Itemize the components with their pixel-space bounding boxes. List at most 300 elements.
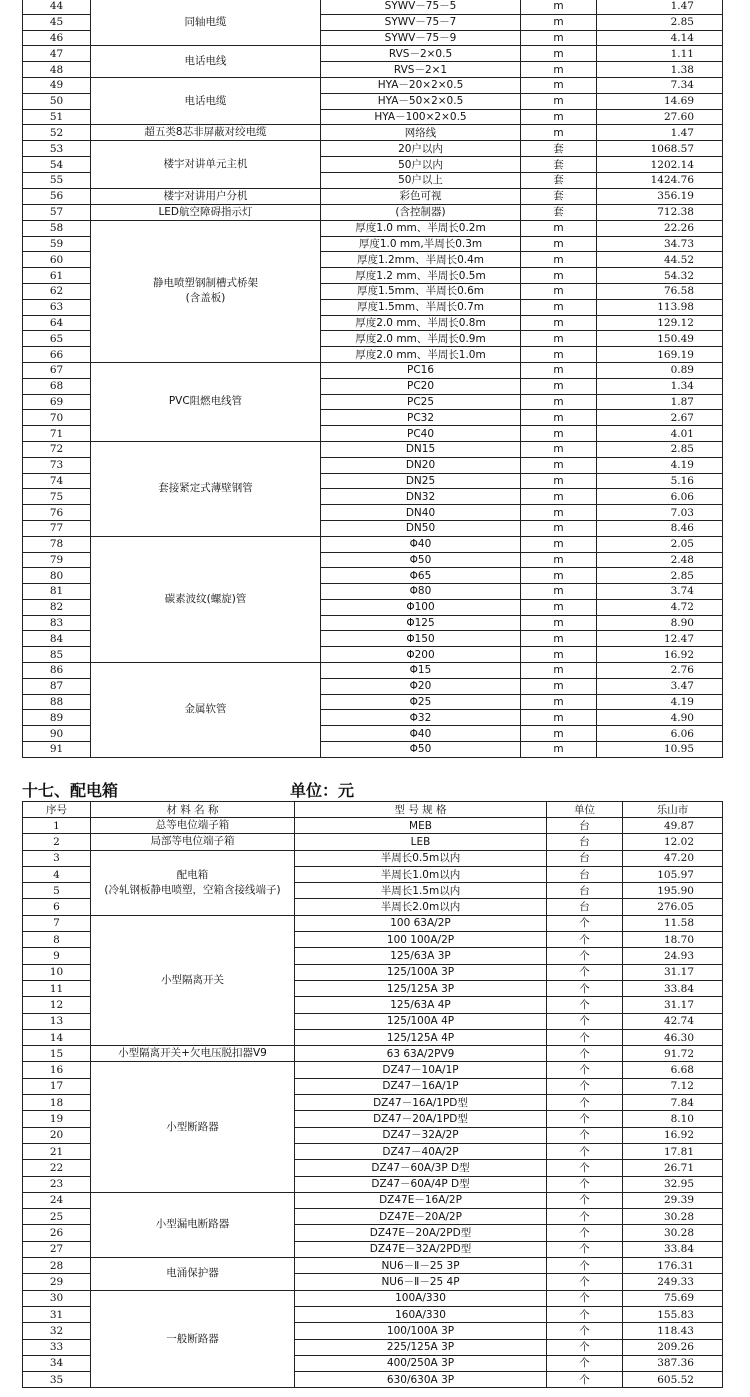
model-spec: NU6－Ⅱ－25 3P [295, 1258, 547, 1274]
price-cell: 605.52 [623, 1372, 723, 1388]
table-row [23, 1062, 723, 1078]
price-cell: 29.39 [623, 1192, 723, 1208]
model-spec: 100/100A 3P [295, 1323, 547, 1339]
unit-cell: m [521, 252, 597, 268]
unit-cell: 个 [547, 1143, 623, 1159]
model-spec: MEB [295, 818, 547, 834]
header-no: 序号 [23, 802, 91, 818]
price-cell: 34.73 [597, 236, 723, 252]
row-number: 28 [23, 1258, 91, 1274]
row-number: 1 [23, 818, 91, 834]
row-number: 16 [23, 1062, 91, 1078]
unit-cell: m [521, 331, 597, 347]
price-cell: 8.90 [597, 615, 723, 631]
unit-cell: m [521, 283, 597, 299]
price-cell: 1.11 [597, 46, 723, 62]
model-spec: 半周长1.5m以内 [295, 883, 547, 899]
model-spec: 225/125A 3P [295, 1339, 547, 1355]
unit-cell: 套 [521, 141, 597, 157]
row-number: 86 [23, 663, 91, 679]
row-number: 72 [23, 441, 91, 457]
model-spec: Φ125 [321, 615, 521, 631]
unit-cell: m [521, 457, 597, 473]
price-cell: 5.16 [597, 473, 723, 489]
price-cell: 4.72 [597, 599, 723, 615]
model-spec: DZ47E－16A/2P [295, 1192, 547, 1208]
unit-cell: m [521, 362, 597, 378]
row-number: 15 [23, 1046, 91, 1062]
model-spec: Φ15 [321, 663, 521, 679]
price-cell: 49.87 [623, 818, 723, 834]
price-cell: 8.46 [597, 520, 723, 536]
unit-cell: m [521, 678, 597, 694]
unit-cell: m [521, 615, 597, 631]
row-number: 17 [23, 1078, 91, 1094]
row-number: 48 [23, 62, 91, 78]
price-cell: 4.01 [597, 426, 723, 442]
model-spec: Φ50 [321, 742, 521, 758]
unit-cell: 套 [521, 157, 597, 173]
row-number: 64 [23, 315, 91, 331]
model-spec: 半周长0.5m以内 [295, 850, 547, 866]
table-row [23, 125, 723, 141]
row-number: 7 [23, 915, 91, 931]
model-spec: DZ47－16A/1P [295, 1078, 547, 1094]
material-name: 小型漏电断路器 [91, 1192, 295, 1257]
price-cell: 30.28 [623, 1209, 723, 1225]
model-spec: 50户以上 [321, 172, 521, 188]
model-spec: Φ32 [321, 710, 521, 726]
model-spec: 160A/330 [295, 1306, 547, 1322]
price-cell: 18.70 [623, 932, 723, 948]
unit-cell: 台 [547, 866, 623, 882]
unit-cell: 个 [547, 1176, 623, 1192]
price-cell: 8.10 [623, 1111, 723, 1127]
unit-cell: 个 [547, 932, 623, 948]
unit-cell: 个 [547, 1372, 623, 1388]
price-cell: 76.58 [597, 283, 723, 299]
price-cell: 1.47 [597, 0, 723, 14]
row-number: 53 [23, 141, 91, 157]
price-cell: 1068.57 [597, 141, 723, 157]
row-number: 77 [23, 520, 91, 536]
row-number: 52 [23, 125, 91, 141]
price-cell: 1.38 [597, 62, 723, 78]
model-spec: 半周长2.0m以内 [295, 899, 547, 915]
row-number: 4 [23, 866, 91, 882]
row-number: 6 [23, 899, 91, 915]
unit-cell: 个 [547, 1160, 623, 1176]
price-cell: 22.26 [597, 220, 723, 236]
model-spec: DZ47E－32A/2PD型 [295, 1241, 547, 1257]
price-cell: 31.17 [623, 964, 723, 980]
row-number: 32 [23, 1323, 91, 1339]
model-spec: 厚度1.2mm、半周长0.4m [321, 252, 521, 268]
material-name: 总等电位端子箱 [91, 818, 295, 834]
table-row [23, 141, 723, 157]
model-spec: 400/250A 3P [295, 1355, 547, 1371]
row-number: 54 [23, 157, 91, 173]
unit-cell: m [521, 30, 597, 46]
unit-cell: m [521, 299, 597, 315]
price-cell: 1.87 [597, 394, 723, 410]
model-spec: 厚度2.0 mm、半周长0.8m [321, 315, 521, 331]
material-name: 小型隔离开关 [91, 915, 295, 1045]
table-row [23, 1258, 723, 1274]
row-number: 11 [23, 980, 91, 996]
price-cell: 12.02 [623, 834, 723, 850]
price-cell: 30.28 [623, 1225, 723, 1241]
table-row [23, 663, 723, 679]
unit-cell: m [521, 726, 597, 742]
price-cell: 6.06 [597, 489, 723, 505]
table-row [23, 915, 723, 931]
row-number: 31 [23, 1306, 91, 1322]
price-cell: 7.34 [597, 77, 723, 93]
model-spec: Φ20 [321, 678, 521, 694]
row-number: 78 [23, 536, 91, 552]
price-cell: 75.69 [623, 1290, 723, 1306]
model-spec: Φ25 [321, 694, 521, 710]
price-cell: 118.43 [623, 1323, 723, 1339]
unit-cell: m [521, 62, 597, 78]
material-name: 小型隔离开关+欠电压脱扣器V9 [91, 1046, 295, 1062]
unit-cell: m [521, 520, 597, 536]
material-name: 局部等电位端子箱 [91, 834, 295, 850]
unit-cell: 个 [547, 948, 623, 964]
price-cell: 44.52 [597, 252, 723, 268]
price-cell: 2.85 [597, 14, 723, 30]
model-spec: 厚度1.0 mm,半周长0.3m [321, 236, 521, 252]
unit-cell: m [521, 410, 597, 426]
unit-cell: 台 [547, 899, 623, 915]
unit-cell: m [521, 426, 597, 442]
row-number: 85 [23, 647, 91, 663]
model-spec: SYWV－75－7 [321, 14, 521, 30]
model-spec: 100 100A/2P [295, 932, 547, 948]
material-name: 楼宇对讲用户分机 [91, 188, 321, 204]
price-cell: 129.12 [597, 315, 723, 331]
row-number: 51 [23, 109, 91, 125]
unit-cell: 个 [547, 964, 623, 980]
model-spec: DZ47－60A/3P D型 [295, 1160, 547, 1176]
price-cell: 91.72 [623, 1046, 723, 1062]
table-row [23, 1192, 723, 1208]
unit-cell: m [521, 568, 597, 584]
table-row [23, 1046, 723, 1062]
model-spec: 网络线 [321, 125, 521, 141]
price-cell: 1.34 [597, 378, 723, 394]
price-cell: 12.47 [597, 631, 723, 647]
model-spec: DN50 [321, 520, 521, 536]
unit-cell: 个 [547, 1029, 623, 1045]
model-spec: 63 63A/2PV9 [295, 1046, 547, 1062]
unit-cell: m [521, 109, 597, 125]
unit-cell: m [521, 742, 597, 758]
unit-cell: 个 [547, 1274, 623, 1290]
model-spec: 半周长1.0m以内 [295, 866, 547, 882]
row-number: 10 [23, 964, 91, 980]
unit-cell: 个 [547, 1062, 623, 1078]
row-number: 67 [23, 362, 91, 378]
unit-cell: m [521, 394, 597, 410]
row-number: 83 [23, 615, 91, 631]
unit-cell: m [521, 315, 597, 331]
unit-cell: 个 [547, 980, 623, 996]
unit-cell: m [521, 441, 597, 457]
table-row [23, 441, 723, 457]
row-number: 33 [23, 1339, 91, 1355]
row-number: 56 [23, 188, 91, 204]
row-number: 58 [23, 220, 91, 236]
row-number: 19 [23, 1111, 91, 1127]
row-number: 14 [23, 1029, 91, 1045]
model-spec: HYA－100×2×0.5 [321, 109, 521, 125]
price-cell: 27.60 [597, 109, 723, 125]
model-spec: 100A/330 [295, 1290, 547, 1306]
row-number: 18 [23, 1095, 91, 1111]
row-number: 12 [23, 997, 91, 1013]
row-number: 20 [23, 1127, 91, 1143]
row-number: 71 [23, 426, 91, 442]
row-number: 21 [23, 1143, 91, 1159]
model-spec: HYA－20×2×0.5 [321, 77, 521, 93]
row-number: 60 [23, 252, 91, 268]
price-cell: 387.36 [623, 1355, 723, 1371]
unit-cell: 个 [547, 1339, 623, 1355]
material-name: 配电箱 (冷轧钢板静电喷塑，空箱含接线端子) [91, 850, 295, 915]
price-cell: 195.90 [623, 883, 723, 899]
model-spec: PC16 [321, 362, 521, 378]
model-spec: DZ47－32A/2P [295, 1127, 547, 1143]
unit-cell: 个 [547, 1290, 623, 1306]
price-cell: 7.12 [623, 1078, 723, 1094]
header-spec: 型 号 规 格 [295, 802, 547, 818]
unit-cell: m [521, 536, 597, 552]
distribution-box-price-table [22, 801, 723, 1388]
unit-cell: m [521, 663, 597, 679]
row-number: 84 [23, 631, 91, 647]
price-cell: 17.81 [623, 1143, 723, 1159]
unit-cell: 台 [547, 883, 623, 899]
unit-cell: m [521, 710, 597, 726]
model-spec: 125/63A 3P [295, 948, 547, 964]
unit-cell: m [521, 268, 597, 284]
table-row [23, 1290, 723, 1306]
unit-cell: m [521, 220, 597, 236]
unit-cell: 个 [547, 1078, 623, 1094]
material-name: 同轴电缆 [91, 0, 321, 46]
unit-cell: m [521, 552, 597, 568]
material-name: 电涌保护器 [91, 1258, 295, 1291]
section-unit: 单位：元 [290, 781, 355, 800]
price-cell: 176.31 [623, 1258, 723, 1274]
unit-cell: m [521, 489, 597, 505]
model-spec: 630/630A 3P [295, 1372, 547, 1388]
row-number: 3 [23, 850, 91, 866]
model-spec: LEB [295, 834, 547, 850]
price-cell: 33.84 [623, 1241, 723, 1257]
model-spec: DZ47E－20A/2PD型 [295, 1225, 547, 1241]
model-spec: DZ47－20A/1PD型 [295, 1111, 547, 1127]
price-cell: 356.19 [597, 188, 723, 204]
price-cell: 47.20 [623, 850, 723, 866]
unit-cell: m [521, 125, 597, 141]
unit-cell: m [521, 599, 597, 615]
model-spec: Φ40 [321, 726, 521, 742]
row-number: 22 [23, 1160, 91, 1176]
model-spec: 125/63A 4P [295, 997, 547, 1013]
price-cell: 26.71 [623, 1160, 723, 1176]
header-unit: 单位 [547, 802, 623, 818]
row-number: 88 [23, 694, 91, 710]
unit-cell: m [521, 584, 597, 600]
model-spec: 125/100A 4P [295, 1013, 547, 1029]
row-number: 91 [23, 742, 91, 758]
model-spec: Φ50 [321, 552, 521, 568]
price-cell: 6.68 [623, 1062, 723, 1078]
material-name: 一般断路器 [91, 1290, 295, 1388]
material-name: 楼宇对讲单元主机 [91, 141, 321, 188]
row-number: 8 [23, 932, 91, 948]
unit-cell: m [521, 378, 597, 394]
price-cell: 2.85 [597, 568, 723, 584]
model-spec: 厚度1.0 mm、半周长0.2m [321, 220, 521, 236]
model-spec: 50户以内 [321, 157, 521, 173]
unit-cell: m [521, 473, 597, 489]
model-spec: RVS－2×0.5 [321, 46, 521, 62]
price-cell: 2.76 [597, 663, 723, 679]
row-number: 65 [23, 331, 91, 347]
row-number: 89 [23, 710, 91, 726]
unit-cell: 个 [547, 1306, 623, 1322]
price-cell: 276.05 [623, 899, 723, 915]
model-spec: 125/125A 4P [295, 1029, 547, 1045]
unit-cell: 个 [547, 915, 623, 931]
unit-cell: m [521, 14, 597, 30]
unit-cell: m [521, 647, 597, 663]
unit-cell: 个 [547, 1355, 623, 1371]
row-number: 68 [23, 378, 91, 394]
price-cell: 1202.14 [597, 157, 723, 173]
unit-cell: m [521, 0, 597, 14]
row-number: 70 [23, 410, 91, 426]
row-number: 45 [23, 14, 91, 30]
row-number: 90 [23, 726, 91, 742]
model-spec: PC32 [321, 410, 521, 426]
row-number: 62 [23, 283, 91, 299]
unit-cell: 个 [547, 1192, 623, 1208]
model-spec: DN32 [321, 489, 521, 505]
price-cell: 54.32 [597, 268, 723, 284]
row-number: 76 [23, 505, 91, 521]
price-cell: 113.98 [597, 299, 723, 315]
price-cell: 42.74 [623, 1013, 723, 1029]
price-cell: 4.14 [597, 30, 723, 46]
material-name: 金属软管 [91, 663, 321, 758]
unit-cell: 套 [521, 204, 597, 220]
table-row [23, 850, 723, 866]
unit-cell: 套 [521, 188, 597, 204]
row-number: 57 [23, 204, 91, 220]
unit-cell: 个 [547, 1225, 623, 1241]
row-number: 34 [23, 1355, 91, 1371]
price-cell: 150.49 [597, 331, 723, 347]
unit-cell: m [521, 631, 597, 647]
model-spec: 厚度1.5mm、半周长0.7m [321, 299, 521, 315]
price-cell: 4.90 [597, 710, 723, 726]
row-number: 44 [23, 0, 91, 14]
row-number: 29 [23, 1274, 91, 1290]
model-spec: 厚度2.0 mm、半周长0.9m [321, 331, 521, 347]
price-cell: 1424.76 [597, 172, 723, 188]
price-cell: 169.19 [597, 347, 723, 363]
row-number: 66 [23, 347, 91, 363]
unit-cell: m [521, 77, 597, 93]
table-row [23, 204, 723, 220]
header-name: 材 料 名 称 [91, 802, 295, 818]
row-number: 87 [23, 678, 91, 694]
unit-cell: 个 [547, 997, 623, 1013]
price-cell: 14.69 [597, 93, 723, 109]
row-number: 13 [23, 1013, 91, 1029]
unit-cell: 个 [547, 1046, 623, 1062]
price-cell: 1.47 [597, 125, 723, 141]
row-number: 24 [23, 1192, 91, 1208]
price-cell: 46.30 [623, 1029, 723, 1045]
row-number: 47 [23, 46, 91, 62]
unit-cell: 个 [547, 1127, 623, 1143]
row-number: 23 [23, 1176, 91, 1192]
table-row [23, 77, 723, 93]
model-spec: SYWV－75－9 [321, 30, 521, 46]
price-cell: 155.83 [623, 1306, 723, 1322]
model-spec: DN15 [321, 441, 521, 457]
table-row [23, 220, 723, 236]
row-number: 49 [23, 77, 91, 93]
price-cell: 11.58 [623, 915, 723, 931]
row-number: 59 [23, 236, 91, 252]
model-spec: Φ80 [321, 584, 521, 600]
model-spec: 厚度1.5mm、半周长0.6m [321, 283, 521, 299]
price-cell: 16.92 [597, 647, 723, 663]
row-number: 25 [23, 1209, 91, 1225]
model-spec: 厚度1.2 mm、半周长0.5m [321, 268, 521, 284]
model-spec: PC20 [321, 378, 521, 394]
price-cell: 6.06 [597, 726, 723, 742]
unit-cell: 个 [547, 1323, 623, 1339]
model-spec: DZ47－40A/2P [295, 1143, 547, 1159]
model-spec: SYWV－75－5 [321, 0, 521, 14]
price-cell: 209.26 [623, 1339, 723, 1355]
material-name: 静电喷塑钢制槽式桥架 (含盖板) [91, 220, 321, 362]
price-cell: 33.84 [623, 980, 723, 996]
model-spec: 125/125A 3P [295, 980, 547, 996]
header-price: 乐山市 [623, 802, 723, 818]
unit-cell: m [521, 347, 597, 363]
price-cell: 24.93 [623, 948, 723, 964]
row-number: 80 [23, 568, 91, 584]
price-cell: 3.74 [597, 584, 723, 600]
row-number: 27 [23, 1241, 91, 1257]
unit-cell: 套 [521, 172, 597, 188]
model-spec: DZ47－16A/1PD型 [295, 1095, 547, 1111]
material-name: 电话电线 [91, 46, 321, 78]
unit-cell: 个 [547, 1013, 623, 1029]
price-cell: 105.97 [623, 866, 723, 882]
model-spec: HYA－50×2×0.5 [321, 93, 521, 109]
unit-cell: 台 [547, 818, 623, 834]
